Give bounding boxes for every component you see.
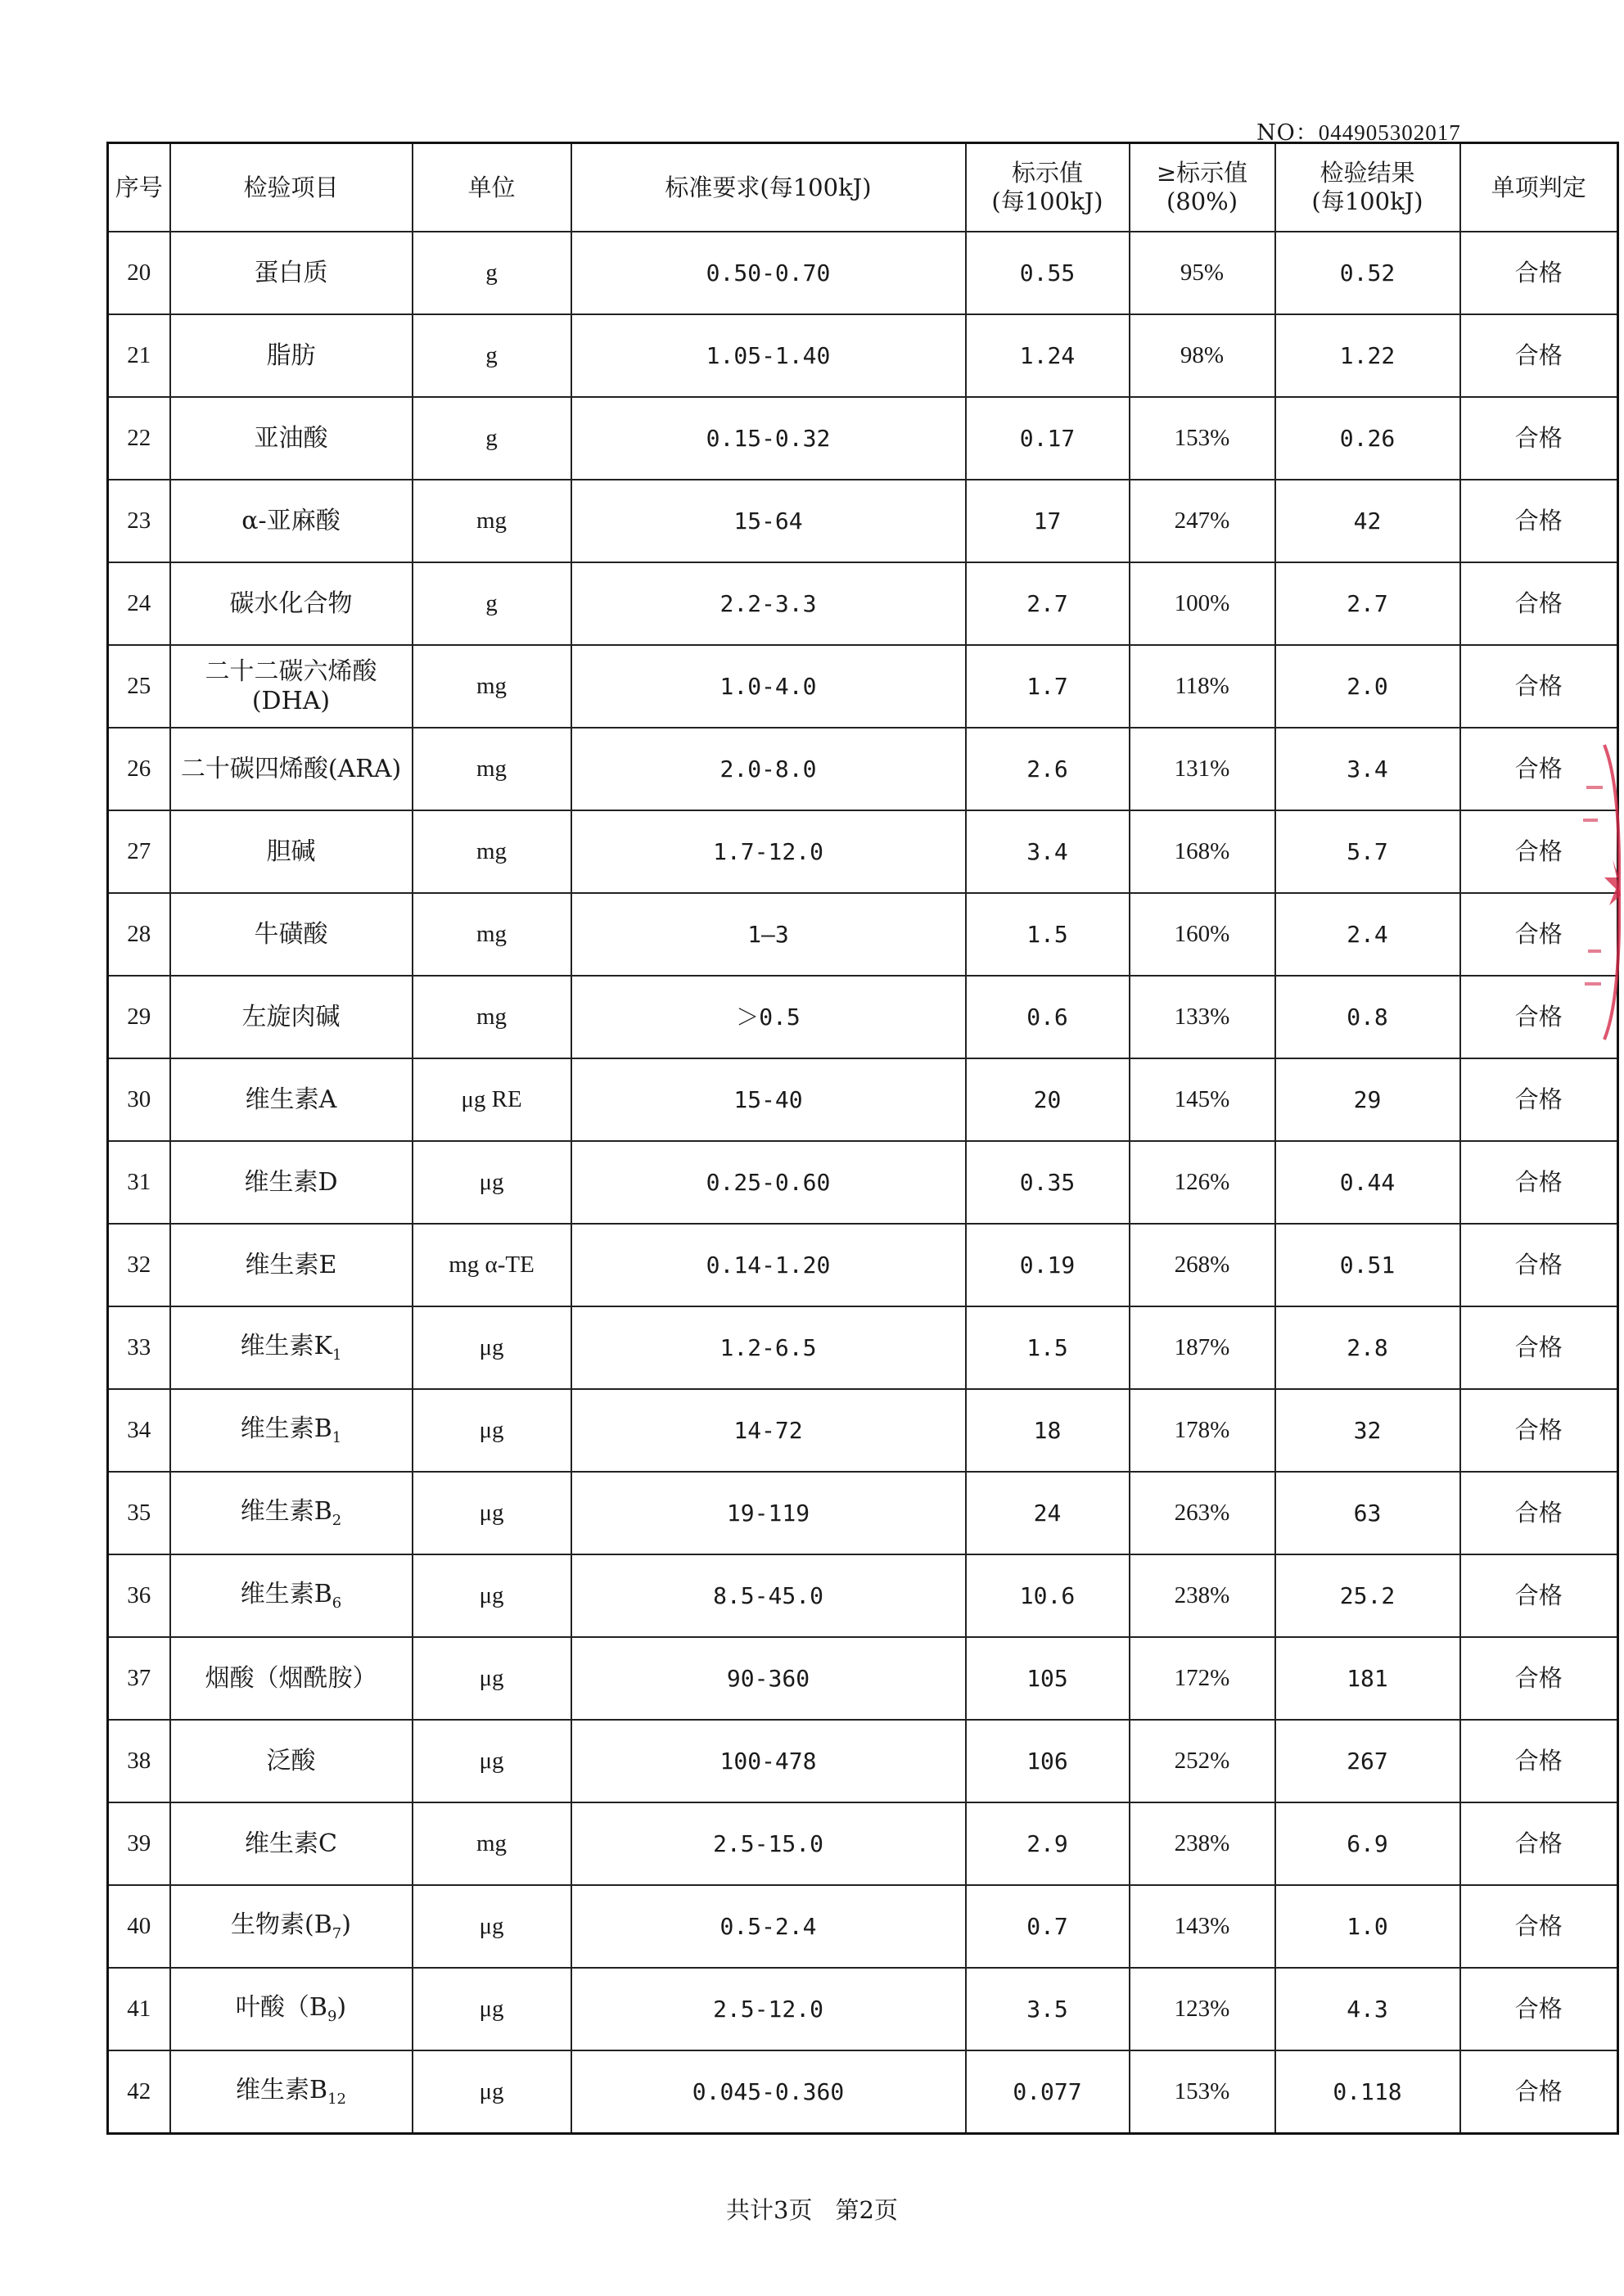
row-standard: 1.7-12.0 bbox=[571, 810, 966, 893]
row-judgment: 合格 bbox=[1460, 397, 1618, 480]
row-unit: g bbox=[413, 232, 571, 314]
row-result: 3.4 bbox=[1275, 728, 1460, 810]
table-row bbox=[108, 314, 1618, 397]
row-item-subscript: 2 bbox=[332, 1511, 342, 1529]
row-item bbox=[170, 1389, 413, 1472]
row-item-name: 蛋白质 bbox=[254, 258, 328, 287]
row-labeled-value: 105 bbox=[966, 1637, 1130, 1720]
row-ratio: 118% bbox=[1130, 645, 1275, 728]
row-unit: mg bbox=[413, 810, 571, 893]
row-labeled-value: 1.24 bbox=[966, 314, 1130, 397]
row-item-name: 维生素B bbox=[240, 1414, 332, 1443]
row-ratio: 145% bbox=[1130, 1058, 1275, 1141]
row-judgment: 合格 bbox=[1460, 1968, 1618, 2050]
row-number: 31 bbox=[108, 1141, 170, 1224]
row-ratio: 131% bbox=[1130, 728, 1275, 810]
table-row bbox=[108, 1389, 1618, 1472]
row-ratio: 187% bbox=[1130, 1306, 1275, 1389]
row-standard: 0.045-0.360 bbox=[571, 2050, 966, 2134]
row-judgment: 合格 bbox=[1460, 893, 1618, 976]
row-item-name: 维生素A bbox=[245, 1085, 337, 1114]
row-standard: 1.2-6.5 bbox=[571, 1306, 966, 1389]
row-ratio: 133% bbox=[1130, 976, 1275, 1058]
row-item-name: 生物素(B bbox=[231, 1910, 332, 1939]
red-seal-stamp-graphic bbox=[1572, 737, 1621, 1048]
row-judgment: 合格 bbox=[1460, 1306, 1618, 1389]
row-unit: μg bbox=[413, 1968, 571, 2050]
table-row bbox=[108, 1968, 1618, 2050]
row-unit: μg bbox=[413, 1306, 571, 1389]
row-labeled-value: 0.077 bbox=[966, 2050, 1130, 2134]
row-labeled-value: 0.55 bbox=[966, 232, 1130, 314]
table-row bbox=[108, 1554, 1618, 1637]
row-judgment: 合格 bbox=[1460, 1720, 1618, 1802]
row-labeled-value: 0.19 bbox=[966, 1224, 1130, 1306]
row-result: 1.0 bbox=[1275, 1885, 1460, 1968]
row-unit: μg bbox=[413, 1472, 571, 1554]
table-row bbox=[108, 1885, 1618, 1968]
table-row bbox=[108, 1802, 1618, 1885]
row-result: 4.3 bbox=[1275, 1968, 1460, 2050]
row-item bbox=[170, 480, 413, 562]
row-ratio: 153% bbox=[1130, 397, 1275, 480]
row-item-name: 维生素B bbox=[236, 2075, 328, 2104]
row-standard: 15-64 bbox=[571, 480, 966, 562]
table-row bbox=[108, 893, 1618, 976]
header-result: 检验结果 (每100kJ) bbox=[1275, 143, 1460, 232]
row-judgment: 合格 bbox=[1460, 1802, 1618, 1885]
row-item bbox=[170, 893, 413, 976]
row-judgment: 合格 bbox=[1460, 976, 1618, 1058]
row-number: 23 bbox=[108, 480, 170, 562]
row-labeled-value: 10.6 bbox=[966, 1554, 1130, 1637]
row-item bbox=[170, 397, 413, 480]
row-ratio: 252% bbox=[1130, 1720, 1275, 1802]
row-ratio: 100% bbox=[1130, 562, 1275, 645]
row-judgment: 合格 bbox=[1460, 810, 1618, 893]
table-row bbox=[108, 1637, 1618, 1720]
row-judgment: 合格 bbox=[1460, 1224, 1618, 1306]
row-number: 20 bbox=[108, 232, 170, 314]
row-result: 267 bbox=[1275, 1720, 1460, 1802]
row-standard: 14-72 bbox=[571, 1389, 966, 1472]
table-row bbox=[108, 976, 1618, 1058]
row-unit: mg bbox=[413, 893, 571, 976]
row-item bbox=[170, 1720, 413, 1802]
row-item-name: 脂肪 bbox=[266, 341, 316, 370]
row-result: 0.44 bbox=[1275, 1141, 1460, 1224]
row-number: 32 bbox=[108, 1224, 170, 1306]
row-standard: 1.0-4.0 bbox=[571, 645, 966, 728]
row-number: 25 bbox=[108, 645, 170, 728]
row-number: 34 bbox=[108, 1389, 170, 1472]
table-row bbox=[108, 397, 1618, 480]
row-standard: 2.5-12.0 bbox=[571, 1968, 966, 2050]
row-ratio: 247% bbox=[1130, 480, 1275, 562]
row-result: 29 bbox=[1275, 1058, 1460, 1141]
row-item-name: 二十碳四烯酸(ARA) bbox=[180, 754, 402, 783]
row-labeled-value: 20 bbox=[966, 1058, 1130, 1141]
row-item-name: 维生素D bbox=[244, 1167, 338, 1197]
row-item-name: 牛磺酸 bbox=[254, 919, 328, 949]
row-result: 5.7 bbox=[1275, 810, 1460, 893]
row-unit: g bbox=[413, 397, 571, 480]
red-seal-stamp bbox=[1572, 737, 1621, 1048]
row-item bbox=[170, 2050, 413, 2134]
row-result: 0.26 bbox=[1275, 397, 1460, 480]
row-unit: μg bbox=[413, 1885, 571, 1968]
row-standard: 2.5-15.0 bbox=[571, 1802, 966, 1885]
row-ratio: 168% bbox=[1130, 810, 1275, 893]
row-result: 181 bbox=[1275, 1637, 1460, 1720]
row-labeled-value: 1.5 bbox=[966, 1306, 1130, 1389]
row-ratio: 126% bbox=[1130, 1141, 1275, 1224]
row-item-name: α-亚麻酸 bbox=[241, 506, 341, 535]
row-number: 22 bbox=[108, 397, 170, 480]
row-judgment: 合格 bbox=[1460, 2050, 1618, 2134]
row-labeled-value: 0.6 bbox=[966, 976, 1130, 1058]
row-result: 2.7 bbox=[1275, 562, 1460, 645]
row-item-subscript: 1 bbox=[332, 1346, 342, 1364]
row-number: 26 bbox=[108, 728, 170, 810]
row-unit: mg bbox=[413, 1802, 571, 1885]
report-number-value: 044905302017 bbox=[1318, 120, 1461, 145]
row-labeled-value: 0.17 bbox=[966, 397, 1130, 480]
row-item bbox=[170, 976, 413, 1058]
row-result: 63 bbox=[1275, 1472, 1460, 1554]
table-row bbox=[108, 2050, 1618, 2134]
header-standard: 标准要求(每100kJ) bbox=[571, 143, 966, 232]
row-labeled-value: 24 bbox=[966, 1472, 1130, 1554]
header-row bbox=[108, 143, 1618, 232]
table-row bbox=[108, 1058, 1618, 1141]
row-item-subscript: 12 bbox=[327, 2090, 346, 2108]
row-item bbox=[170, 1554, 413, 1637]
row-number: 41 bbox=[108, 1968, 170, 2050]
row-number: 35 bbox=[108, 1472, 170, 1554]
row-judgment: 合格 bbox=[1460, 480, 1618, 562]
row-item-subscript: 7 bbox=[332, 1924, 342, 1942]
row-number: 28 bbox=[108, 893, 170, 976]
table-row bbox=[108, 645, 1618, 728]
row-result: 25.2 bbox=[1275, 1554, 1460, 1637]
row-item bbox=[170, 1472, 413, 1554]
row-unit: mg bbox=[413, 728, 571, 810]
row-standard: 0.5-2.4 bbox=[571, 1885, 966, 1968]
row-judgment: 合格 bbox=[1460, 562, 1618, 645]
table-row bbox=[108, 1306, 1618, 1389]
row-item-name: 维生素B bbox=[240, 1579, 332, 1608]
row-item bbox=[170, 562, 413, 645]
row-judgment: 合格 bbox=[1460, 728, 1618, 810]
row-unit: g bbox=[413, 314, 571, 397]
table-row bbox=[108, 1472, 1618, 1554]
row-ratio: 143% bbox=[1130, 1885, 1275, 1968]
row-unit: mg α-TE bbox=[413, 1224, 571, 1306]
row-result: 32 bbox=[1275, 1389, 1460, 1472]
row-ratio: 172% bbox=[1130, 1637, 1275, 1720]
results-table bbox=[106, 142, 1619, 2135]
row-standard: 2.0-8.0 bbox=[571, 728, 966, 810]
row-item bbox=[170, 232, 413, 314]
row-item-subscript: 6 bbox=[332, 1594, 342, 1612]
row-result: 0.51 bbox=[1275, 1224, 1460, 1306]
row-judgment: 合格 bbox=[1460, 1885, 1618, 1968]
row-labeled-value: 2.9 bbox=[966, 1802, 1130, 1885]
header-labeled: 标示值 (每100kJ) bbox=[966, 143, 1130, 232]
row-number: 21 bbox=[108, 314, 170, 397]
row-standard: 1.05-1.40 bbox=[571, 314, 966, 397]
row-item bbox=[170, 1637, 413, 1720]
row-ratio: 238% bbox=[1130, 1554, 1275, 1637]
row-labeled-value: 2.6 bbox=[966, 728, 1130, 810]
row-labeled-value: 106 bbox=[966, 1720, 1130, 1802]
row-item-line2: (DHA) bbox=[251, 686, 331, 715]
table-row bbox=[108, 480, 1618, 562]
row-labeled-value: 0.7 bbox=[966, 1885, 1130, 1968]
row-result: 2.8 bbox=[1275, 1306, 1460, 1389]
row-ratio: 268% bbox=[1130, 1224, 1275, 1306]
page-total: 共计3页 bbox=[726, 2196, 813, 2224]
row-result: 0.118 bbox=[1275, 2050, 1460, 2134]
row-item bbox=[170, 1141, 413, 1224]
row-item-name: 烟酸（烟酰胺） bbox=[205, 1663, 377, 1693]
row-unit: μg RE bbox=[413, 1058, 571, 1141]
header-no: 序号 bbox=[108, 143, 170, 232]
row-ratio: 123% bbox=[1130, 1968, 1275, 2050]
row-judgment: 合格 bbox=[1460, 1554, 1618, 1637]
row-item-name: 维生素B bbox=[240, 1496, 332, 1526]
row-labeled-value: 1.5 bbox=[966, 893, 1130, 976]
header-ratio: ≥标示值 (80%) bbox=[1130, 143, 1275, 232]
row-judgment: 合格 bbox=[1460, 1637, 1618, 1720]
report-number-label: NO： bbox=[1256, 120, 1319, 146]
row-item bbox=[170, 810, 413, 893]
row-labeled-value: 1.7 bbox=[966, 645, 1130, 728]
row-judgment: 合格 bbox=[1460, 232, 1618, 314]
header-unit: 单位 bbox=[413, 143, 571, 232]
row-standard: 2.2-3.3 bbox=[571, 562, 966, 645]
row-unit: g bbox=[413, 562, 571, 645]
row-standard: 0.25-0.60 bbox=[571, 1141, 966, 1224]
row-item-name: 叶酸（B bbox=[235, 1992, 327, 2022]
row-unit: mg bbox=[413, 976, 571, 1058]
row-item-name: 胆碱 bbox=[266, 837, 316, 866]
row-judgment: 合格 bbox=[1460, 1472, 1618, 1554]
row-judgment: 合格 bbox=[1460, 1389, 1618, 1472]
row-unit: μg bbox=[413, 1389, 571, 1472]
row-labeled-value: 2.7 bbox=[966, 562, 1130, 645]
row-number: 37 bbox=[108, 1637, 170, 1720]
row-unit: μg bbox=[413, 1637, 571, 1720]
table-row bbox=[108, 810, 1618, 893]
row-result: 6.9 bbox=[1275, 1802, 1460, 1885]
row-item bbox=[170, 645, 413, 728]
page-footer bbox=[0, 2192, 1624, 2226]
row-standard: 8.5-45.0 bbox=[571, 1554, 966, 1637]
row-judgment: 合格 bbox=[1460, 645, 1618, 728]
row-unit: μg bbox=[413, 2050, 571, 2134]
row-labeled-value: 18 bbox=[966, 1389, 1130, 1472]
table-row bbox=[108, 1720, 1618, 1802]
row-item-name: 泛酸 bbox=[266, 1746, 316, 1775]
row-unit: μg bbox=[413, 1141, 571, 1224]
row-standard: 15-40 bbox=[571, 1058, 966, 1141]
row-standard: 0.50-0.70 bbox=[571, 232, 966, 314]
row-item-name: 二十二碳六烯酸 bbox=[205, 656, 377, 686]
row-labeled-value: 3.4 bbox=[966, 810, 1130, 893]
row-labeled-value: 0.35 bbox=[966, 1141, 1130, 1224]
row-unit: mg bbox=[413, 645, 571, 728]
row-judgment: 合格 bbox=[1460, 314, 1618, 397]
row-item bbox=[170, 1968, 413, 2050]
row-standard: 0.15-0.32 bbox=[571, 397, 966, 480]
row-labeled-value: 3.5 bbox=[966, 1968, 1130, 2050]
row-number: 39 bbox=[108, 1802, 170, 1885]
header-item: 检验项目 bbox=[170, 143, 413, 232]
row-item-name: 碳水化合物 bbox=[229, 589, 353, 618]
row-item bbox=[170, 314, 413, 397]
row-number: 42 bbox=[108, 2050, 170, 2134]
row-number: 30 bbox=[108, 1058, 170, 1141]
row-number: 33 bbox=[108, 1306, 170, 1389]
row-unit: mg bbox=[413, 480, 571, 562]
row-ratio: 160% bbox=[1130, 893, 1275, 976]
row-item-name: 维生素K bbox=[240, 1331, 332, 1360]
table-row bbox=[108, 232, 1618, 314]
row-ratio: 95% bbox=[1130, 232, 1275, 314]
row-result: 1.22 bbox=[1275, 314, 1460, 397]
table-row bbox=[108, 562, 1618, 645]
row-result: 2.0 bbox=[1275, 645, 1460, 728]
row-item-name: 亚油酸 bbox=[254, 423, 328, 453]
row-item bbox=[170, 1885, 413, 1968]
page-current: 第2页 bbox=[835, 2196, 898, 2224]
row-number: 29 bbox=[108, 976, 170, 1058]
row-item bbox=[170, 1058, 413, 1141]
row-ratio: 153% bbox=[1130, 2050, 1275, 2134]
row-item-name: 左旋肉碱 bbox=[241, 1002, 341, 1031]
table-row bbox=[108, 728, 1618, 810]
row-number: 36 bbox=[108, 1554, 170, 1637]
table-row bbox=[108, 1141, 1618, 1224]
row-standard: ＞0.5 bbox=[571, 976, 966, 1058]
row-ratio: 263% bbox=[1130, 1472, 1275, 1554]
row-item-name: 维生素E bbox=[245, 1250, 337, 1279]
row-item-close-paren: ) bbox=[336, 1992, 347, 2022]
row-standard: 90-360 bbox=[571, 1637, 966, 1720]
row-item-subscript: 1 bbox=[332, 1428, 342, 1446]
row-item-name: 维生素C bbox=[245, 1829, 337, 1858]
row-labeled-value: 17 bbox=[966, 480, 1130, 562]
row-number: 24 bbox=[108, 562, 170, 645]
row-number: 38 bbox=[108, 1720, 170, 1802]
row-number: 40 bbox=[108, 1885, 170, 1968]
row-standard: 0.14-1.20 bbox=[571, 1224, 966, 1306]
header-judgment: 单项判定 bbox=[1460, 143, 1618, 232]
row-unit: μg bbox=[413, 1720, 571, 1802]
row-number: 27 bbox=[108, 810, 170, 893]
row-ratio: 238% bbox=[1130, 1802, 1275, 1885]
row-judgment: 合格 bbox=[1460, 1141, 1618, 1224]
row-judgment: 合格 bbox=[1460, 1058, 1618, 1141]
row-unit: μg bbox=[413, 1554, 571, 1637]
row-ratio: 178% bbox=[1130, 1389, 1275, 1472]
table-row bbox=[108, 1224, 1618, 1306]
row-standard: 1—3 bbox=[571, 893, 966, 976]
row-item bbox=[170, 1224, 413, 1306]
row-result: 0.52 bbox=[1275, 232, 1460, 314]
row-result: 2.4 bbox=[1275, 893, 1460, 976]
row-result: 0.8 bbox=[1275, 976, 1460, 1058]
row-result: 42 bbox=[1275, 480, 1460, 562]
row-item bbox=[170, 1306, 413, 1389]
row-standard: 100-478 bbox=[571, 1720, 966, 1802]
row-item bbox=[170, 728, 413, 810]
row-item-close-paren: ) bbox=[341, 1910, 351, 1939]
row-standard: 19-119 bbox=[571, 1472, 966, 1554]
row-item bbox=[170, 1802, 413, 1885]
row-ratio: 98% bbox=[1130, 314, 1275, 397]
row-item-subscript: 9 bbox=[327, 2007, 337, 2025]
